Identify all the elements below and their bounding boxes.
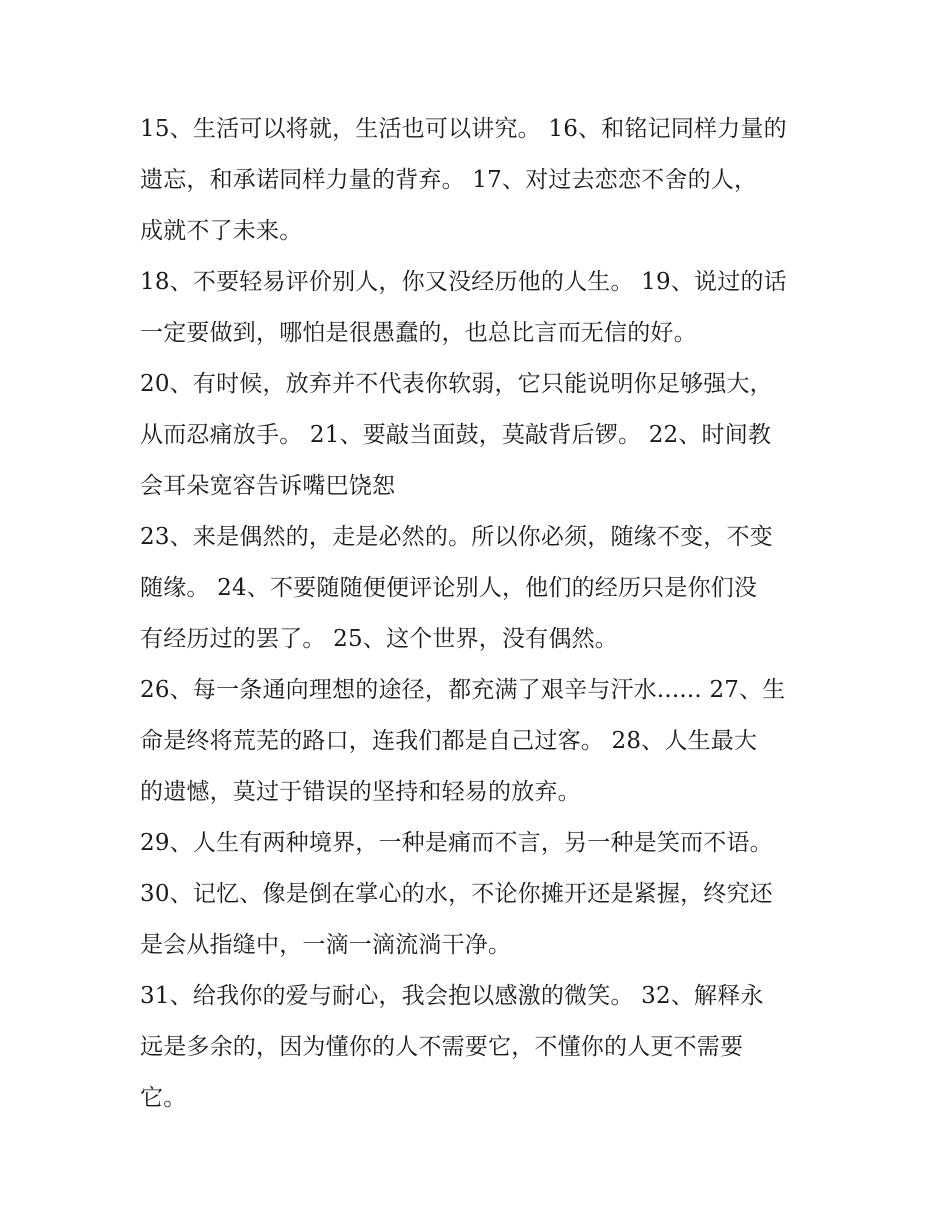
text-line: 31、给我你的爱与耐心，我会抱以感激的微笑。 32、解释永 (140, 983, 764, 1009)
paragraph-30 (140, 869, 815, 971)
text-line: 从而忍痛放手。 21、要敲当面鼓，莫敲背后锣。 22、时间教 (140, 422, 772, 448)
text-line: 的遗憾，莫过于错误的坚持和轻易的放弃。 (140, 779, 581, 805)
text-line: 是会从指缝中，一滴一滴流淌干净。 (140, 932, 512, 958)
paragraph-26-28 (140, 665, 815, 818)
text-line: 29、人生有两种境界，一种是痛而不言，另一种是笑而不语。 (140, 830, 773, 856)
paragraph-31-32 (140, 971, 815, 1124)
text-line: 18、不要轻易评价别人，你又没经历他的人生。 19、说过的话 (140, 269, 787, 295)
text-line: 一定要做到，哪怕是很愚蠢的，也总比言而无信的好。 (140, 320, 697, 346)
paragraph-23-25 (140, 512, 815, 665)
text-line: 有经历过的罢了。 25、这个世界，没有偶然。 (140, 626, 618, 652)
document-body (140, 104, 815, 1124)
text-line: 26、每一条通向理想的途径，都充满了艰辛与汗水...... 27、生 (140, 677, 786, 703)
text-line: 15、生活可以将就，生活也可以讲究。 16、和铭记同样力量的 (140, 116, 787, 142)
text-line: 20、有时候，放弃并不代表你软弱，它只能说明你足够强大， (140, 371, 773, 397)
paragraph-20-22 (140, 359, 815, 512)
paragraph-15-17 (140, 104, 815, 257)
paragraph-29 (140, 818, 815, 869)
text-line: 30、记忆、像是倒在掌心的水，不论你摊开还是紧握，终究还 (140, 881, 773, 907)
text-line: 23、来是偶然的，走是必然的。所以你必须，随缘不变，不变 (140, 524, 773, 550)
text-line: 远是多余的，因为懂你的人不需要它，不懂你的人更不需要 (140, 1034, 744, 1060)
text-line: 命是终将荒芜的路口，连我们都是自己过客。 28、人生最大 (140, 728, 758, 754)
text-line: 会耳朵宽容告诉嘴巴饶恕 (140, 473, 396, 499)
text-line: 随缘。 24、不要随随便便评论别人，他们的经历只是你们没 (140, 575, 758, 601)
text-line: 成就不了未来。 (140, 218, 303, 244)
paragraph-18-19 (140, 257, 815, 359)
text-line: 它。 (140, 1085, 187, 1111)
text-line: 遗忘，和承诺同样力量的背弃。 17、对过去恋恋不舍的人， (140, 167, 758, 193)
